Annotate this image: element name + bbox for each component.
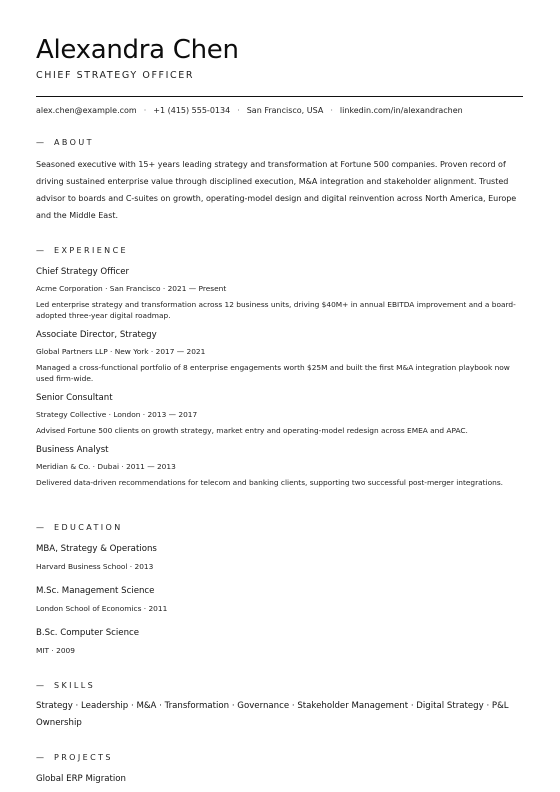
skills-heading-label: SKILLS — [54, 681, 96, 690]
projects-section — [36, 753, 523, 785]
degree-title: M.Sc. Management Science — [36, 586, 155, 596]
job-description: Delivered data-driven recommendations for telecom and banking clients, supporting two successful post-merger integrations. — [36, 478, 504, 487]
experience-heading — [36, 246, 523, 255]
job-description: Led enterprise strategy and transformation across 12 business units, driving $40M+ in annual EBITDA improvement and a board-adopted three-year digital roadmap. — [36, 300, 516, 320]
candidate-role: CHIEF STRATEGY OFFICER — [36, 70, 195, 81]
job-description: Managed a cross-functional portfolio of 8 enterprise engagements worth $25M and built the first M&A integration playbook now used firm-wide. — [36, 363, 510, 383]
education-section — [36, 523, 523, 656]
job-meta: Global Partners LLP · New York · 2017 — 2021 — [36, 347, 206, 356]
experience-item — [36, 444, 523, 488]
about-heading — [36, 138, 523, 147]
candidate-name: Alexandra Chen — [36, 35, 239, 65]
job-meta: Meridian & Co. · Dubai · 2011 — 2013 — [36, 462, 176, 471]
job-title: Chief Strategy Officer — [36, 267, 130, 277]
education-item — [36, 585, 523, 614]
contact-location: San Francisco, USA — [246, 106, 324, 115]
projects-heading — [36, 753, 523, 762]
project-title: Global ERP Migration — [36, 774, 126, 784]
projects-heading-label: PROJECTS — [54, 753, 113, 762]
experience-heading-label: EXPERIENCE — [54, 246, 129, 255]
degree-meta: MIT · 2009 — [36, 646, 75, 655]
education-heading — [36, 523, 523, 532]
job-meta: Strategy Collective · London · 2013 — 2017 — [36, 410, 198, 419]
header-divider — [36, 96, 523, 97]
job-meta: Acme Corporation · San Francisco · 2021 — Present — [36, 284, 227, 293]
about-section — [36, 138, 523, 224]
heading-dash: — — [36, 523, 44, 532]
job-title: Business Analyst — [36, 445, 109, 455]
heading-dash: — — [36, 138, 44, 147]
experience-item — [36, 392, 523, 436]
about-text: Seasoned executive with 15+ years leading strategy and transformation at Fortune 500 companies. Proven record of driving sustained enterprise value through disciplined execution, M&A integration and stakeholder alignment. Trusted advisor to boards and C-suites on growth, operating-model design and digital reinvention across North America, Europe and the Middle East. — [36, 160, 517, 220]
experience-section — [36, 246, 523, 488]
education-item — [36, 543, 523, 572]
contact-linkedin[interactable]: linkedin.com/in/alexandrachen — [339, 106, 463, 115]
contact-line — [36, 106, 523, 115]
experience-item — [36, 266, 523, 321]
job-title: Associate Director, Strategy — [36, 330, 157, 340]
contact-separator: · — [143, 106, 147, 115]
contact-separator: · — [330, 106, 333, 115]
degree-title: MBA, Strategy & Operations — [36, 544, 157, 554]
education-item — [36, 627, 523, 656]
degree-meta: London School of Economics · 2011 — [36, 604, 168, 613]
contact-separator: · — [237, 106, 240, 115]
contact-phone[interactable]: +1 (415) 555-0134 — [153, 106, 231, 115]
education-heading-label: EDUCATION — [54, 523, 123, 532]
heading-dash: — — [36, 753, 44, 762]
experience-item — [36, 329, 523, 384]
contact-email[interactable]: alex.chen@example.com — [36, 106, 137, 115]
skills-section — [36, 681, 523, 732]
heading-dash: — — [36, 246, 44, 255]
skills-heading — [36, 681, 523, 690]
job-title: Senior Consultant — [36, 393, 113, 403]
heading-dash: — — [36, 681, 44, 690]
degree-meta: Harvard Business School · 2013 — [36, 562, 154, 571]
skills-list: Strategy · Leadership · M&A · Transformation · Governance · Stakeholder Management · Digital Strategy · P&L Ownership — [36, 701, 509, 728]
job-description: Advised Fortune 500 clients on growth strategy, market entry and operating-model redesign across EMEA and APAC. — [36, 426, 468, 435]
degree-title: B.Sc. Computer Science — [36, 628, 140, 638]
about-heading-label: ABOUT — [54, 138, 94, 147]
